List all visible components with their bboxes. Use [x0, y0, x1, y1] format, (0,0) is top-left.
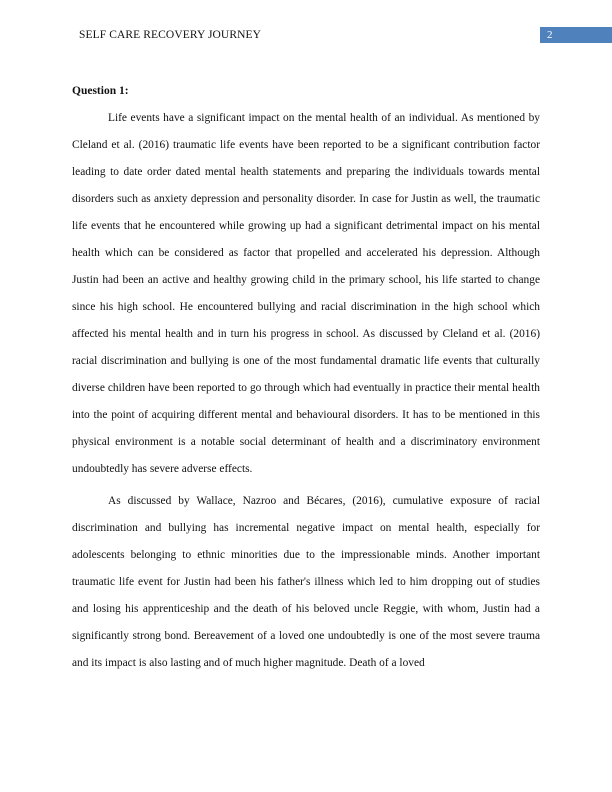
paragraph-1: Life events have a significant impact on the mental health of an individual. As mentioned by Cleland et al. (2016) traumatic life events have been reported to be a significant contribution factor leading to date order dated mental health statements and preparing the individuals towards mental disorders such as anxiety depression and personality disorder. In case for Justin as well, the traumatic life events that he encountered while growing up had a significant detrimental impact on his mental health which can be considered as factor that propelled and accelerated his depression. Although Justin had been an active and healthy growing child in the primary school, his life started to change since his high school. He encountered bullying and racial discrimination in the high school which affected his mental health and in turn his progress in school. As discussed by Cleland et al. (2016) racial discrimination and bullying is one of the most fundamental dramatic life events that culturally diverse children have been reported to go through which had eventually in practice their mental health into the point of acquiring different mental and behavioural disorders. It has to be mentioned in this physical environment is a notable social determinant of health and a discriminatory environment undoubtedly has severe adverse effects. [72, 112, 540, 475]
section-heading: Question 1: [72, 85, 129, 97]
paragraph-2: As discussed by Wallace, Nazroo and Bécares, (2016), cumulative exposure of racial discrimination and bullying has incremental negative impact on mental health, especially for adolescents belonging to ethnic minorities due to the impressionable minds. Another important traumatic life event for Justin had been his father's illness which led to him dropping out of studies and losing his apprenticeship and the death of his beloved uncle Reggie, with whom, Justin had a significantly strong bond. Bereavement of a loved one undoubtedly is one of the most severe trauma and its impact is also lasting and of much higher magnitude. Death of a loved [72, 495, 540, 669]
document-body [72, 82, 540, 677]
page-number: 2 [540, 27, 612, 43]
running-head: SELF CARE RECOVERY JOURNEY [79, 29, 262, 41]
